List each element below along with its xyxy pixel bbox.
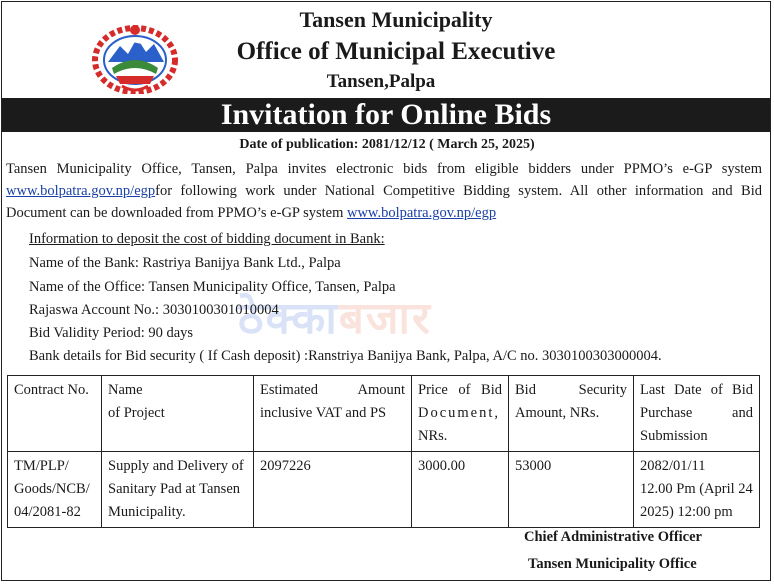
header-name-line-1: Name xyxy=(108,382,143,398)
header-amount-line-2: inclusive VAT and PS xyxy=(260,405,387,421)
project-line-2: Sanitary Pad at Tansen xyxy=(108,481,241,497)
header-amount-line-1: Estimated Amount xyxy=(260,382,405,398)
egp-link-2[interactable]: www.bolpatra.gov.np/egp xyxy=(346,205,497,221)
header-document-price xyxy=(412,376,509,452)
project-line-3: Municipality. xyxy=(108,504,186,520)
notice-title-banner: Invitation for Online Bids xyxy=(2,98,770,132)
municipality-name: Tansen Municipality xyxy=(299,7,493,32)
amount-value: 2097226 xyxy=(260,458,311,474)
deadline-line-1: 2082/01/11 xyxy=(640,458,706,474)
cell-project-name xyxy=(102,452,254,528)
header-bid-security xyxy=(509,376,634,452)
bid-table xyxy=(7,375,760,528)
header-deadline-line-1: Last Date of Bid xyxy=(640,382,753,398)
cell-contract-no xyxy=(8,452,102,528)
header-price-line-2: Document, xyxy=(418,405,501,421)
header-deadline-line-3: Submission xyxy=(640,428,708,444)
signatory-title: Chief Administrative Officer xyxy=(524,529,702,545)
bank-info-title: Information to deposit the cost of bidding document in Bank: xyxy=(29,231,385,247)
intro-text-1: Tansen Municipality Office, Tansen, Palpa invites electronic bids from eligible bidders under PPMO’s e-GP system xyxy=(6,161,762,177)
header-project-name xyxy=(102,376,254,452)
cell-document-price xyxy=(412,452,509,528)
bid-validity: Bid Validity Period: 90 days xyxy=(29,325,194,341)
security-value: 53000 xyxy=(515,458,552,474)
office-location: Tansen,Palpa xyxy=(326,71,436,92)
header-contract-text: Contract No. xyxy=(14,382,89,398)
bank-name: Name of the Bank: Rastriya Banijya Bank Ltd., Palpa xyxy=(29,255,341,271)
cell-bid-security xyxy=(509,452,634,528)
bid-security-bank: Bank details for Bid security ( If Cash deposit) :Ranstriya Banijya Bank, Palpa, A/C no. 3030100303000004. xyxy=(29,348,662,364)
contract-line-3: 04/2081-82 xyxy=(14,504,81,520)
header-price-line-1: Price of Bid xyxy=(418,382,502,398)
header-security-line-2: Amount, NRs. xyxy=(515,405,600,421)
office-name: Office of Municipal Executive xyxy=(236,38,556,65)
contract-line-1: TM/PLP/ xyxy=(14,458,69,474)
table-row xyxy=(8,452,760,528)
signatory-office: Tansen Municipality Office xyxy=(528,556,697,572)
header-price-line-3: NRs. xyxy=(418,428,448,444)
header-deadline-line-2: Purchase and xyxy=(640,405,753,421)
header-contract-no xyxy=(8,376,102,452)
deadline-line-2: 12.00 Pm (April 24 xyxy=(640,481,753,497)
cell-last-date xyxy=(634,452,760,528)
header-estimated-amount xyxy=(254,376,412,452)
publication-date: Date of publication: 2081/12/12 ( March 25, 2025) xyxy=(239,137,535,152)
office-name-line: Name of the Office: Tansen Municipality Office, Tansen, Palpa xyxy=(29,279,396,295)
contract-line-2: Goods/NCB/ xyxy=(14,481,90,497)
egp-link-1[interactable]: www.bolpatra.gov.np/egp xyxy=(6,183,156,199)
intro-paragraph xyxy=(6,158,762,224)
account-number: Rajaswa Account No.: 3030100301010004 xyxy=(29,302,279,318)
watermark-text-1: ठेक्का xyxy=(238,293,339,344)
price-value: 3000.00 xyxy=(418,458,466,474)
notice-header xyxy=(0,0,774,98)
header-last-date xyxy=(634,376,760,452)
header-name-line-2: of Project xyxy=(108,405,165,421)
deadline-line-3: 2025) 12:00 pm xyxy=(640,504,733,520)
cell-estimated-amount xyxy=(254,452,412,528)
project-line-1: Supply and Delivery of xyxy=(108,458,244,474)
header-security-line-1: Bid Security xyxy=(515,382,627,398)
table-header-row xyxy=(8,376,760,452)
watermark-text-2: बजार xyxy=(338,293,432,344)
intro-text-2: for following work under National Competitive Bidding system. All other information and Bid Document can be downloaded from PPMO’s e-GP system xyxy=(6,183,762,221)
